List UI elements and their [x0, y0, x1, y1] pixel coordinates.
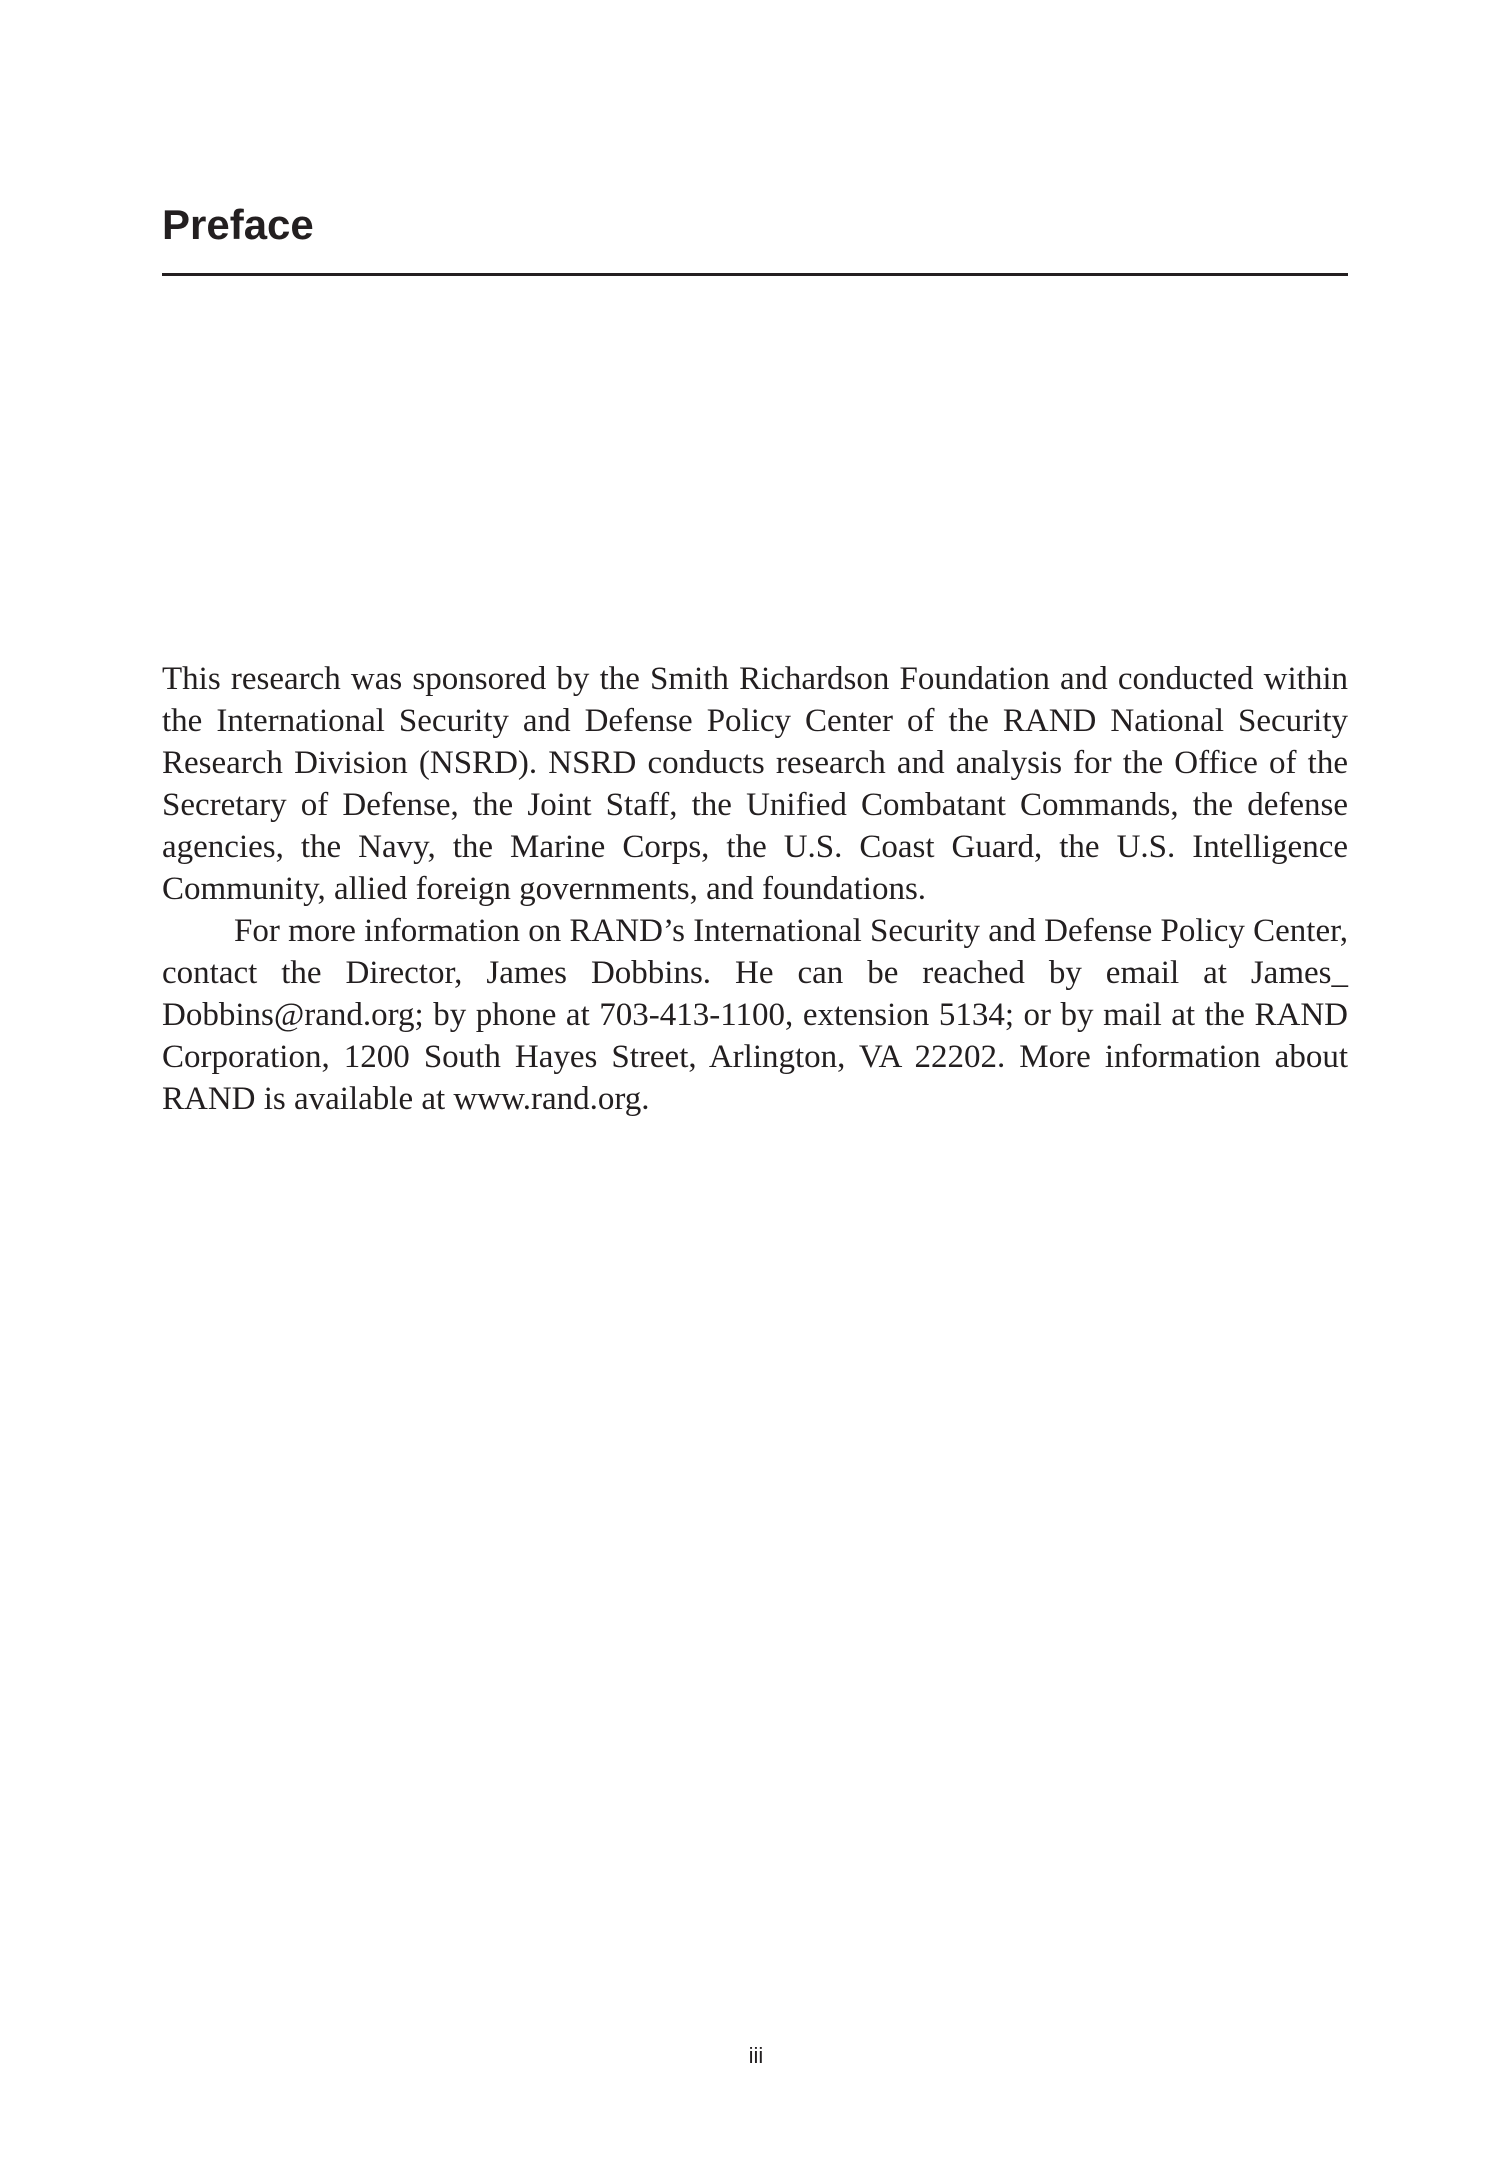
body-text — [162, 658, 1348, 1120]
page-title: Preface — [162, 201, 314, 248]
paragraph-sponsorship: This research was sponsored by the Smith Richardson Foundation and conducted within the International Security and Defense Policy Center of the RAND National Security Research Division (NSRD). NSRD conducts research and analysis for the Office of the Secretary of Defense, the Joint Staff, the Unified Combatant Commands, the defense agencies, the Navy, the Marine Corps, the U.S. Coast Guard, the U.S. Intelligence Community, allied foreign governments, and foundations. — [162, 661, 1348, 907]
page-number: iii — [748, 2043, 764, 2068]
heading-rule — [162, 273, 1348, 276]
paragraph-contact: For more information on RAND’s International Security and Defense Policy Center, contact the Director, James Dobbins. He can be reached by email at James_ Dobbins@rand.org; by phone at 703-413-1100, extension 5134; or by mail at the RAND Corporation, 1200 South Hayes Street, Arlington, VA 22202. More information about RAND is available at www.rand.org. — [162, 913, 1349, 1117]
